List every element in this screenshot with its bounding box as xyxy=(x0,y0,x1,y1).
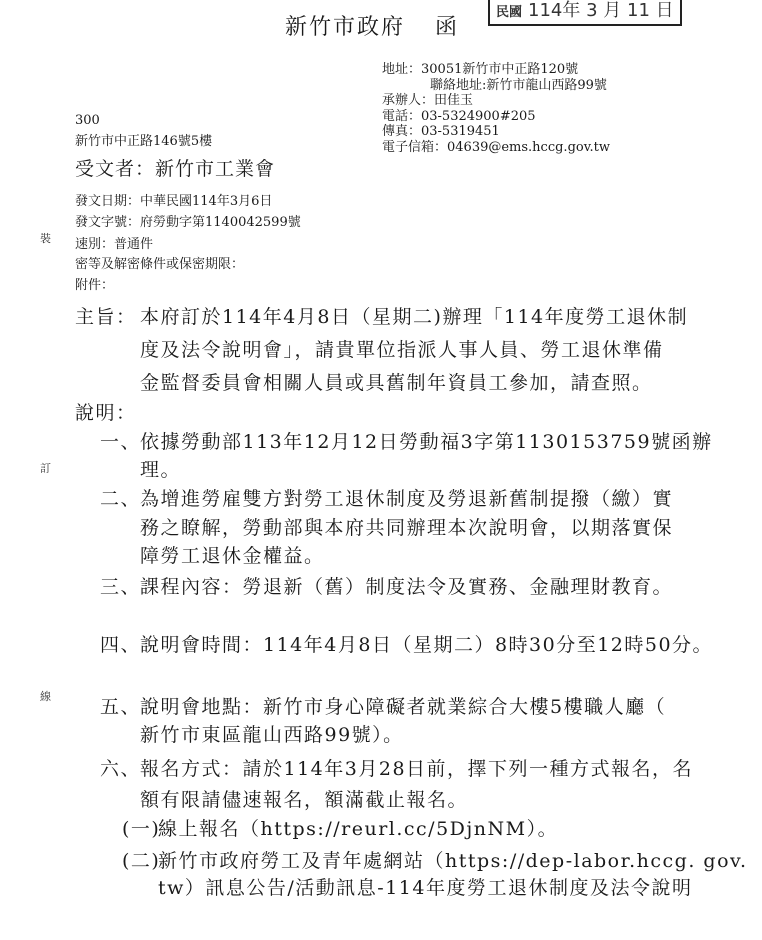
phone: 電話：03-5324900#205 xyxy=(382,108,536,124)
sub-item-line: tw）訊息公告/活動訊息-114年度勞工退休制度及法令說明 xyxy=(158,877,693,899)
subject-label: 主旨： xyxy=(75,306,137,328)
email: 電子信箱：04639@ems.hccg.gov.tw xyxy=(382,139,611,155)
subject-line: 度及法令說明會」，請貴單位指派人事人員、勞工退休準備 xyxy=(140,339,664,361)
document-title xyxy=(285,10,459,41)
stamp-prefix: 民國 xyxy=(496,5,523,20)
recipient-street: 新竹市中正路146號5樓 xyxy=(75,134,213,149)
issue-date: 發文日期：中華民國114年3月6日 xyxy=(75,194,273,209)
contact-address: 聯絡地址:新竹市龍山西路99號 xyxy=(430,77,607,93)
item-line: 說明會地點：新竹市身心障礙者就業綜合大樓5樓職人廳（ xyxy=(140,696,667,718)
item-line: 新竹市東區龍山西路99號）。 xyxy=(140,724,404,746)
explanation-label: 說明： xyxy=(75,402,137,424)
speed-class: 速別：普通件 xyxy=(75,237,154,252)
item-line: 依據勞動部113年12月12日勞動福3字第1130153759號函辦 xyxy=(140,431,713,453)
binding-mark-bind: 裝 xyxy=(40,232,51,245)
issue-number: 發文字號：府勞動字第1140042599號 xyxy=(75,215,301,230)
issuer-address: 地址：30051新竹市中正路120號 xyxy=(382,62,579,77)
document-type: 函 xyxy=(435,15,460,40)
fax: 傳真：03-5319451 xyxy=(382,124,500,139)
subject-line: 本府訂於114年4月8日（星期二)辦理「114年度勞工退休制 xyxy=(140,306,689,328)
binding-mark-line: 線 xyxy=(40,690,51,703)
item-number: 一、 xyxy=(100,431,142,453)
handler: 承辦人：田佳玉 xyxy=(382,93,474,108)
item-line: 為增進勞雇雙方對勞工退休制度及勞退新舊制提撥（繳）實 xyxy=(140,488,674,510)
security-class: 密等及解密條件或保密期限： xyxy=(75,257,245,272)
item-line: 報名方式：請於114年3月28日前，擇下列一種方式報名，名 xyxy=(140,758,694,780)
item-line: 額有限請儘速報名，額滿截止報名。 xyxy=(140,789,469,811)
recipient-postal-code: 300 xyxy=(75,113,100,128)
contact-block xyxy=(382,62,610,155)
item-number: 五、 xyxy=(100,696,142,718)
sub-item-line: 新竹市政府勞工及青年處網站（https://dep-labor.hccg. gov. xyxy=(158,850,748,872)
item-number: 六、 xyxy=(100,758,142,780)
sub-item-number: (一) xyxy=(122,818,161,840)
binding-mark-staple: 訂 xyxy=(40,462,51,475)
subject-line: 金監督委員會相關人員或具舊制年資員工參加，請查照。 xyxy=(140,372,653,394)
issuer-name: 新竹市政府 xyxy=(285,15,406,40)
item-line: 障勞工退休金權益。 xyxy=(140,545,325,567)
item-line: 說明會時間：114年4月8日（星期二）8時30分至12時50分。 xyxy=(140,634,714,656)
item-line: 理。 xyxy=(140,459,182,481)
item-number: 三、 xyxy=(100,576,142,598)
sub-item-number: (二) xyxy=(122,850,161,872)
stamp-date: 114年 3 月 11 日 xyxy=(528,0,674,21)
item-line: 課程內容：勞退新（舊）制度法令及實務、金融理財教育。 xyxy=(140,576,674,598)
sub-item-line: 線上報名（https://reurl.cc/5DjnNM）。 xyxy=(158,818,559,840)
recipient: 受文者：新竹市工業會 xyxy=(75,158,276,180)
item-line: 務之瞭解，勞動部與本府共同辦理本次說明會，以期落實保 xyxy=(140,517,674,539)
item-number: 四、 xyxy=(100,634,142,656)
item-number: 二、 xyxy=(100,488,142,510)
received-date-stamp xyxy=(488,0,682,26)
attachment: 附件： xyxy=(75,278,115,293)
